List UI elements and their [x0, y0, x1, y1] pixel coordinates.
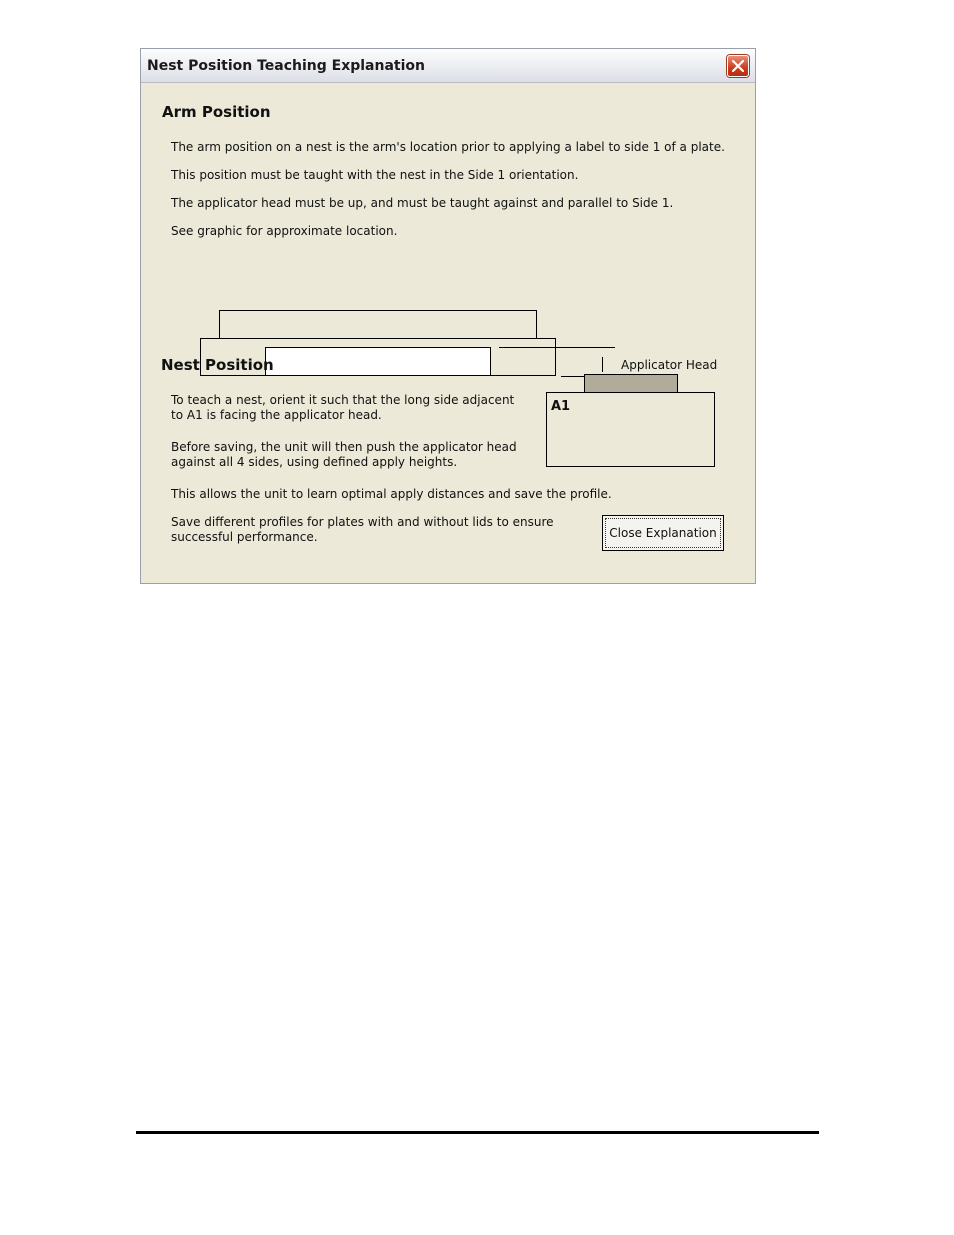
applicator-head-label: Applicator Head: [621, 358, 718, 372]
nest-text-para1-line2: to A1 is facing the applicator head.: [171, 408, 382, 422]
nest-text-para1-line1: To teach a nest, orient it such that the long side adjacent: [171, 393, 515, 407]
nest-text-para2-line1: Before saving, the unit will then push the applicator head: [171, 440, 517, 454]
arm-text-line-3: The applicator head must be up, and must be taught against and parallel to Side 1.: [171, 196, 674, 210]
close-window-button[interactable]: [727, 55, 749, 77]
nest-position-heading: Nest Position: [161, 356, 274, 374]
applicator-head-block: [584, 374, 678, 393]
dialog-content: [141, 83, 755, 583]
page-footer-rule: [136, 1131, 819, 1134]
dialog-title: Nest Position Teaching Explanation: [147, 58, 425, 74]
applicator-head-marker: [602, 357, 603, 372]
nest-text-para3: This allows the unit to learn optimal apply distances and save the profile.: [171, 487, 612, 501]
plate-top-outline: [219, 310, 537, 339]
applicator-guide-line: [499, 347, 615, 348]
title-bar[interactable]: [141, 49, 755, 83]
nest-text-para4-line1: Save different profiles for plates with and without lids to ensure: [171, 515, 554, 529]
nest-text-para2-line2: against all 4 sides, using defined apply heights.: [171, 455, 458, 469]
nest-text-para4-line2: successful performance.: [171, 530, 318, 544]
nest-plate-outline: [546, 392, 715, 467]
arm-text-line-1: The arm position on a nest is the arm's location prior to applying a label to side 1 of a plate.: [171, 140, 725, 154]
nest-explanation-dialog: [140, 48, 756, 584]
arm-text-line-2: This position must be taught with the nest in the Side 1 orientation.: [171, 168, 579, 182]
arm-text-line-4: See graphic for approximate location.: [171, 224, 398, 238]
a1-corner-label: A1: [551, 399, 571, 414]
close-icon: [732, 60, 744, 72]
plate-label-area: [265, 347, 491, 376]
close-explanation-label: Close Explanation: [605, 518, 721, 548]
close-explanation-button[interactable]: [602, 515, 724, 551]
arm-position-heading: Arm Position: [162, 103, 271, 121]
